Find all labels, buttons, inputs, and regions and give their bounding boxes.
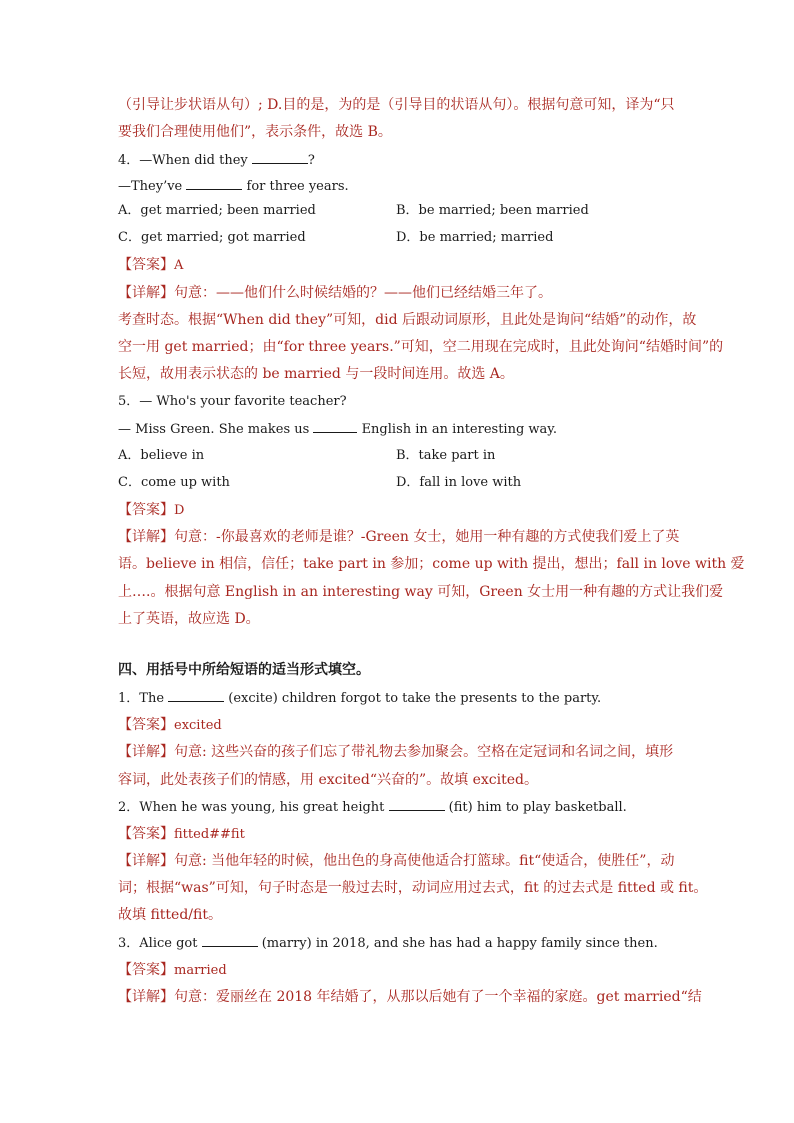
s4-q1-post: (excite) children forgot to take the presents to the party.	[224, 691, 602, 706]
s4-q2-answer-value: fitted##fit	[174, 827, 245, 842]
s4-q1-detail-text-1: 句意: 这些兴奋的孩子们忘了带礼物去参加聚会。空格在定冠词和名词之间，填形	[174, 744, 674, 760]
q5-option-b: B．take part in	[396, 448, 496, 463]
q5-detail-line-3: 上….。根据句意 English in an interesting way 可知，Green 女士用一种有趣的方式让我们爱	[118, 584, 724, 600]
q4-answer-value: A	[174, 258, 184, 273]
q5-answer	[118, 501, 184, 520]
q5-option-c: C．come up with	[118, 475, 230, 490]
q4-detail-line-3: 空一用 get married；由“for three years.”可知，空二用现在完成时，且此处询问“结婚时间”的	[118, 339, 724, 355]
q4-blank-2[interactable]	[186, 177, 242, 190]
s4-q1-prompt	[118, 689, 601, 708]
q5-prompt-line-1: 5．— Who's your favorite teacher?	[118, 394, 347, 409]
q4-answer	[118, 256, 183, 275]
s4-q1-answer-value: excited	[174, 718, 222, 733]
q4-prompt-1-pre: 4．—When did they	[118, 153, 252, 168]
s4-q2-detail-line-3: 故填 fitted/fit。	[118, 907, 222, 923]
s4-q2-answer	[118, 825, 245, 844]
s4-q1-pre: 1．The	[118, 691, 169, 706]
q4-prompt-1-post: ?	[307, 153, 315, 168]
s4-q2-post: (fit) him to play basketball.	[444, 800, 627, 815]
s4-q3-detail-text-1: 句意：爱丽丝在 2018 年结婚了，从那以后她有了一个幸福的家庭。get married“结	[174, 989, 702, 1005]
q4-option-a: A．get married; been married	[118, 203, 316, 218]
q5-blank[interactable]	[313, 420, 357, 433]
s4-q1-answer-tag: 【答案】	[118, 717, 174, 733]
q4-prompt-line-2	[118, 177, 349, 196]
q4-detail-line-4: 长短，故用表示状态的 be married 与一段时间连用。故选 A。	[118, 366, 514, 382]
s4-q2-answer-tag: 【答案】	[118, 826, 174, 842]
q5-answer-tag: 【答案】	[118, 502, 174, 518]
q4-option-d: D．be married; married	[396, 230, 554, 245]
q4-detail-line-1	[118, 284, 552, 302]
q5-prompt-line-2	[118, 420, 557, 439]
s4-q3-pre: 3．Alice got	[118, 936, 202, 951]
s4-q2-prompt	[118, 798, 627, 817]
s4-q3-detail-tag: 【详解】	[118, 989, 174, 1005]
s4-q2-pre: 2．When he was young, his great height	[118, 800, 389, 815]
s4-q1-blank[interactable]	[168, 689, 224, 702]
q5-detail-tag: 【详解】	[118, 529, 174, 545]
s4-q2-detail-line-2: 词；根据“was”可知，句子时态是一般过去时，动词应用过去式，fit 的过去式是 fitted 或 fit。	[118, 880, 708, 896]
s4-q3-answer-tag: 【答案】	[118, 962, 174, 978]
s4-q1-answer	[118, 716, 222, 735]
s4-q3-prompt	[118, 934, 658, 953]
continued-explanation-line-1: （引导让步状语从句）; D.目的是，为的是（引导目的状语从句）。根据句意可知，译为“只	[118, 97, 675, 113]
section-4-heading: 四、用括号中所给短语的适当形式填空。	[118, 662, 370, 678]
q4-answer-tag: 【答案】	[118, 257, 174, 273]
q5-detail-line-4: 上了英语，故应选 D。	[118, 611, 260, 627]
q4-detail-text-1: 句意：——他们什么时候结婚的？——他们已经结婚三年了。	[174, 285, 552, 301]
continued-explanation-line-2: 要我们合理使用他们”，表示条件，故选 B。	[118, 124, 392, 140]
q4-prompt-2-post: for three years.	[242, 179, 349, 194]
s4-q1-detail-line-1	[118, 743, 673, 761]
s4-q3-detail-line-1	[118, 988, 702, 1006]
q4-prompt-line-1	[118, 151, 315, 170]
q5-answer-value: D	[174, 503, 185, 518]
q4-blank-1[interactable]	[252, 151, 308, 164]
s4-q1-detail-tag: 【详解】	[118, 744, 174, 760]
s4-q3-answer	[118, 961, 227, 980]
s4-q1-detail-line-2: 容词，此处表孩子们的情感，用 excited“兴奋的”。故填 excited。	[118, 772, 538, 788]
q5-option-a: A．believe in	[118, 448, 205, 463]
q4-option-b: B．be married; been married	[396, 203, 589, 218]
s4-q2-blank[interactable]	[389, 798, 445, 811]
q4-prompt-2-pre: —They’ve	[118, 179, 187, 194]
q5-prompt-2-pre: — Miss Green. She makes us	[118, 422, 314, 437]
s4-q3-post: (marry) in 2018, and she has had a happy family since then.	[257, 936, 658, 951]
q4-detail-line-2: 考查时态。根据“When did they”可知，did 后跟动词原形，且此处是询问“结婚”的动作，故	[118, 312, 697, 328]
s4-q2-detail-text-1: 句意: 当他年轻的时候，他出色的身高使他适合打篮球。fit“使适合，使胜任”，动	[174, 853, 675, 869]
q5-option-d: D．fall in love with	[396, 475, 522, 490]
q4-option-c: C．get married; got married	[118, 230, 306, 245]
s4-q2-detail-line-1	[118, 852, 674, 870]
s4-q3-answer-value: married	[174, 963, 227, 978]
q5-detail-text-1: 句意：-你最喜欢的老师是谁？-Green 女士，她用一种有趣的方式使我们爱上了英	[174, 529, 680, 545]
q5-detail-line-1	[118, 528, 679, 546]
q4-detail-tag: 【详解】	[118, 285, 174, 301]
s4-q3-blank[interactable]	[202, 934, 258, 947]
q5-detail-line-2: 语。believe in 相信，信任；take part in 参加；come up with 提出，想出；fall in love with 爱	[118, 556, 745, 572]
q5-prompt-2-post: English in an interesting way.	[357, 422, 558, 437]
s4-q2-detail-tag: 【详解】	[118, 853, 174, 869]
